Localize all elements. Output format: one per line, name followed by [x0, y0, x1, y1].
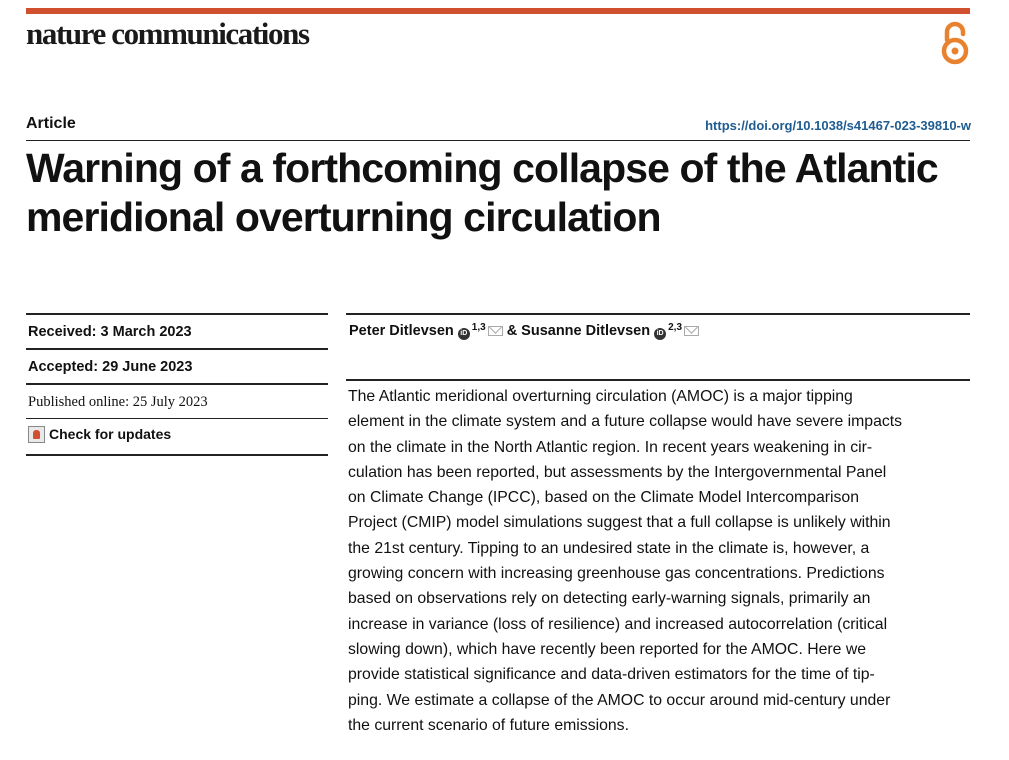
abstract-line: The Atlantic meridional overturning circulation (AMOC) is a major tipping: [348, 388, 853, 405]
abstract-line: culation has been reported, but assessments by the Intergovernmental Panel: [348, 463, 887, 481]
title-divider: [26, 140, 970, 141]
orcid-icon[interactable]: iD: [458, 328, 470, 340]
divider: [26, 454, 328, 456]
article-title: Warning of a forthcoming collapse of the Atlantic meridional overturning circulation: [26, 145, 938, 240]
accepted-date: Accepted: 29 June 2023: [28, 359, 193, 375]
author-affiliations: 2,3: [668, 322, 683, 333]
received-date: Received: 3 March 2023: [28, 324, 192, 340]
email-icon[interactable]: [488, 326, 503, 336]
email-icon[interactable]: [684, 326, 699, 336]
dates-panel: [26, 313, 328, 456]
abstract-line: on Climate Change (IPCC), based on the Climate Model Intercomparison: [348, 489, 860, 507]
author-affiliations: 1,3: [471, 322, 486, 333]
abstract-line: growing concern with increasing greenhouse gas concentrations. Predictions: [348, 565, 885, 583]
abstract-line: the 21st century. Tipping to an undesired state in the climate is, however, a: [348, 539, 870, 557]
abstract-divider: [346, 379, 970, 381]
abstract-line: on the climate in the North Atlantic region. In recent years weakening in cir-: [348, 438, 873, 456]
authors-divider: [346, 313, 970, 315]
abstract-line: the current scenario of future emissions.: [348, 716, 629, 734]
published-date: Published online: 25 July 2023: [28, 394, 208, 410]
check-updates-icon: [28, 426, 45, 443]
orcid-icon[interactable]: iD: [654, 328, 666, 340]
doi-link[interactable]: https://doi.org/10.1038/s41467-023-39810-w: [705, 118, 971, 133]
abstract-line: increase in variance (loss of resilience) and increased autocorrelation (critical: [348, 615, 888, 633]
abstract-line: element in the climate system and a future collapse would have severe impacts: [348, 413, 903, 431]
journal-brand-bar: [26, 8, 970, 14]
abstract-line: Project (CMIP) model simulations suggest that a full collapse is unlikely within: [348, 514, 891, 532]
journal-name[interactable]: nature communications: [26, 16, 309, 51]
abstract-line: provide statistical significance and data-driven estimators for the time of tip-: [348, 666, 875, 684]
abstract-line: based on observations rely on detecting early-warning signals, primarily an: [348, 590, 871, 608]
check-updates-button[interactable]: [26, 419, 328, 454]
article-type: Article: [26, 115, 76, 132]
author-name[interactable]: Peter Ditlevsen: [349, 323, 454, 339]
check-updates-label: Check for updates: [49, 426, 172, 442]
abstract-line: slowing down), which have recently been reported for the AMOC. Here we: [348, 640, 867, 658]
author-name[interactable]: Susanne Ditlevsen: [521, 323, 651, 339]
author-list: [349, 322, 699, 340]
author-separator: &: [506, 323, 518, 339]
abstract: [348, 384, 972, 738]
abstract-line: ping. We estimate a collapse of the AMOC to occur around mid-century under: [348, 691, 891, 709]
open-access-icon: [938, 18, 972, 66]
